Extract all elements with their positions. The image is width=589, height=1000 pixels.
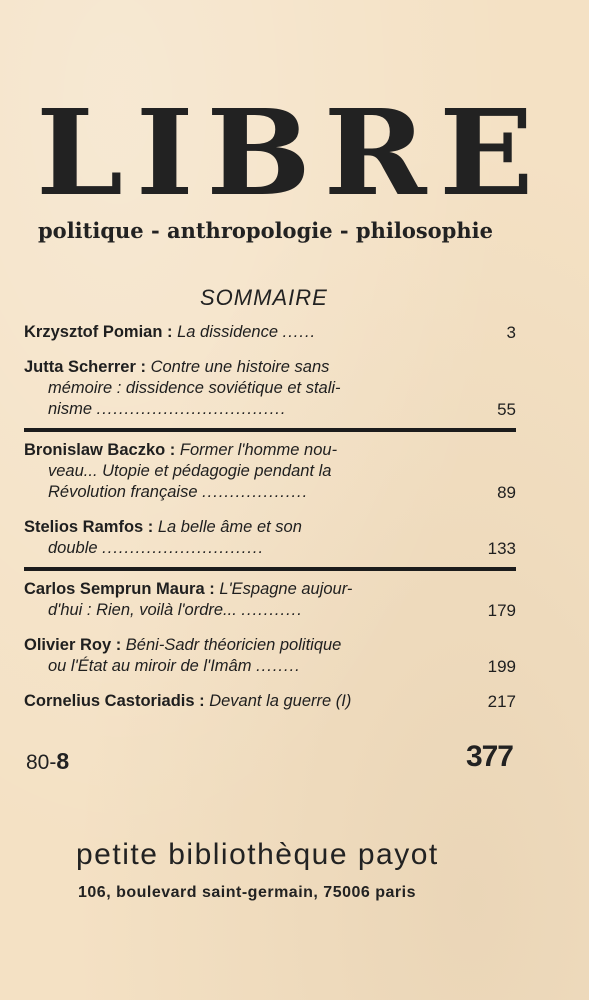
entry-leader-dots: ........... — [241, 601, 303, 619]
entry-page-number: 55 — [497, 400, 516, 419]
entry-page-number: 179 — [487, 601, 516, 620]
entry-page-number: 89 — [497, 483, 516, 502]
entry-leader-dots: ............................. — [102, 539, 265, 557]
entry-page-number: 199 — [487, 657, 516, 676]
contents-heading: SOMMAIRE — [200, 285, 328, 310]
toc-entry — [24, 440, 516, 503]
entry-title: Béni-Sadr théoricien politique — [125, 636, 342, 654]
toc-entry — [24, 691, 516, 712]
issue-prefix: 80- — [26, 751, 57, 774]
issue-number — [26, 748, 69, 775]
entry-author: Bronislaw Baczko : — [24, 441, 176, 459]
issue-no: 8 — [56, 748, 70, 774]
entry-author: Krzysztof Pomian : — [24, 323, 173, 341]
entry-title: Devant la guerre (I) — [209, 692, 352, 710]
entry-title-continued: d'hui : Rien, voilà l'ordre... — [48, 601, 237, 619]
entry-title: Contre une histoire sans — [150, 358, 330, 376]
entry-page-number: 217 — [487, 692, 516, 711]
entry-author: Stelios Ramfos : — [24, 518, 154, 536]
section-divider — [24, 428, 516, 432]
publisher-address: 106, boulevard saint-germain, 75006 paris — [78, 884, 416, 901]
entry-page-number: 3 — [506, 323, 516, 342]
toc-entry — [24, 635, 516, 677]
entry-author: Cornelius Castoriadis : — [24, 692, 205, 710]
entry-leader-dots: ...... — [282, 323, 317, 341]
entry-title: La dissidence — [177, 323, 279, 341]
entry-title-continued: veau... Utopie et pédagogie pendant la — [48, 462, 332, 480]
journal-subtitle: politique - anthropologie - philosophie — [38, 218, 493, 243]
entry-author: Jutta Scherrer : — [24, 358, 146, 376]
section-divider — [24, 567, 516, 571]
entry-title-continued: mémoire : dissidence soviétique et stali- — [48, 379, 341, 397]
entry-title-continued: nisme — [48, 400, 93, 418]
entry-title: La belle âme et son — [157, 518, 302, 536]
toc-entry — [24, 579, 516, 621]
entry-author: Olivier Roy : — [24, 636, 122, 654]
entry-title-continued: ou l'État au miroir de l'Imâm — [48, 657, 252, 675]
entry-leader-dots: ........ — [256, 657, 301, 675]
toc-entry — [24, 517, 516, 559]
entry-title: Former l'homme nou- — [179, 441, 338, 459]
toc-entry — [24, 322, 516, 343]
entry-title: L'Espagne aujour- — [219, 580, 353, 598]
entry-author: Carlos Semprun Maura : — [24, 580, 215, 598]
entry-title-continued: double — [48, 539, 98, 557]
series-number: 377 — [465, 740, 513, 773]
entry-leader-dots: .................................. — [96, 400, 287, 418]
table-of-contents — [24, 320, 516, 712]
entry-leader-dots: ................... — [202, 483, 309, 501]
entry-page-number: 133 — [487, 539, 516, 558]
entry-title-continued: Révolution française — [48, 483, 198, 501]
publisher-name: petite bibliothèque payot — [76, 838, 439, 871]
toc-entry — [24, 357, 516, 420]
journal-title: LIBRE — [36, 83, 547, 222]
